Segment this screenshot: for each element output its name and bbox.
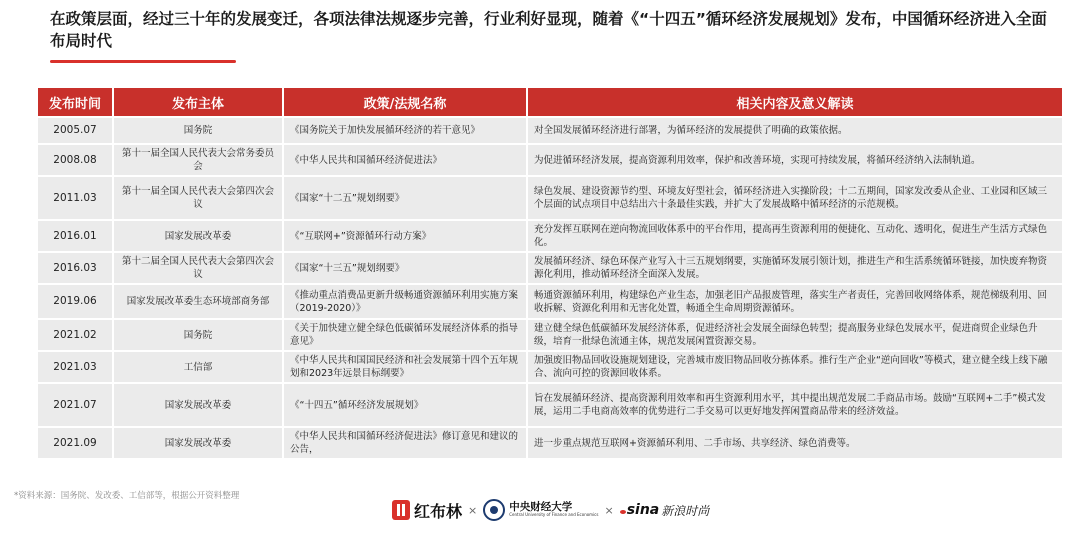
- header-description: 相关内容及意义解读: [528, 88, 1062, 116]
- cell-time: 2016.03: [38, 253, 114, 283]
- cell-time: 2021.09: [38, 428, 114, 458]
- policy-table: [38, 86, 1062, 460]
- sina-fashion-logo: [620, 502, 710, 519]
- cell-issuer: 国家发展改革委: [114, 221, 284, 251]
- cufe-name-cn: 中央财经大学: [509, 501, 573, 513]
- title-underline: [50, 60, 236, 63]
- table-row: [38, 177, 1062, 219]
- partner-logos: [392, 497, 709, 523]
- cell-issuer: 第十一届全国人民代表大会第四次会议: [114, 177, 284, 219]
- header-time: 发布时间: [38, 88, 114, 116]
- separator-times: ×: [468, 503, 478, 517]
- cell-description: 为促进循环经济发展，提高资源利用效率，保护和改善环境，实现可持续发展，将循环经济纳入法制轨道。: [528, 145, 1062, 175]
- cell-description: 旨在发展循环经济、提高资源利用效率和再生资源利用水平，其中提出规范发展二手商品市场。鼓励“互联网+二手”模式发展，运用二手电商高效率的优势进行二手交易可以更好地发挥闲置商品带来的经济效益。: [528, 384, 1062, 426]
- cell-time: 2016.01: [38, 221, 114, 251]
- cell-description: 充分发挥互联网在逆向物流回收体系中的平台作用，提高再生资源利用的便捷化、互动化、透明化，促进生产生活方式绿色化。: [528, 221, 1062, 251]
- policy-table-container: [38, 86, 1062, 460]
- cell-issuer: 国家发展改革委生态环境部商务部: [114, 285, 284, 318]
- cell-time: 2005.07: [38, 118, 114, 143]
- cell-description: 发展循环经济、绿色环保产业写入十三五规划纲要，实施循环发展引领计划，推进生产和生活系统循环链接，加快废弃物资源化利用，推动循环经济全面深入发展。: [528, 253, 1062, 283]
- cell-policy-name: 《国家“十三五”规划纲要》: [284, 253, 528, 283]
- cell-policy-name: 《中华人民共和国循环经济促进法》修订意见和建议的公告，: [284, 428, 528, 458]
- cell-description: 加强废旧物品回收设施规划建设，完善城市废旧物品回收分拣体系。推行生产企业“逆向回收”等模式，建立健全线上线下融合、流向可控的资源回收体系。: [528, 352, 1062, 382]
- source-note: *资料来源：国务院、发改委、工信部等，根据公开资料整理: [14, 491, 240, 501]
- cell-description: 对全国发展循环经济进行部署，为循环经济的发展提供了明确的政策依据。: [528, 118, 1062, 143]
- table-row: [38, 145, 1062, 175]
- hongbulin-name: 红布林: [414, 501, 463, 521]
- cell-issuer: 国务院: [114, 320, 284, 350]
- cell-policy-name: 《“十四五”循环经济发展规划》: [284, 384, 528, 426]
- sina-eye-icon: [620, 510, 626, 514]
- hongbulin-mark-icon: [392, 500, 410, 520]
- cell-description: 建立健全绿色低碳循环发展经济体系，促进经济社会发展全面绿色转型；提高服务业绿色发展水平，促进商贸企业绿色升级，培育一批绿色流通主体，规范发展闲置资源交易。: [528, 320, 1062, 350]
- header-issuer: 发布主体: [114, 88, 284, 116]
- table-row: [38, 320, 1062, 350]
- cell-policy-name: 《中华人民共和国循环经济促进法》: [284, 145, 528, 175]
- cell-description: 畅通资源循环利用，构建绿色产业生态，加强老旧产品报废管理，落实生产者责任，完善回收网络体系，规范梯级利用、回收拆解、资源化利用和无害化处置，畅通全生命周期资源循环。: [528, 285, 1062, 318]
- sina-wordmark: sina: [620, 502, 660, 518]
- cell-policy-name: 《推动重点消费品更新升级畅通资源循环利用实施方案（2019-2020）》: [284, 285, 528, 318]
- cell-issuer: 工信部: [114, 352, 284, 382]
- table-row: [38, 285, 1062, 318]
- cell-policy-name: 《“互联网+”资源循环行动方案》: [284, 221, 528, 251]
- cufe-logo: [483, 499, 598, 521]
- cell-time: 2021.07: [38, 384, 114, 426]
- cell-time: 2019.06: [38, 285, 114, 318]
- cell-time: 2021.02: [38, 320, 114, 350]
- table-row: [38, 352, 1062, 382]
- cell-issuer: 国家发展改革委: [114, 384, 284, 426]
- sina-fashion-name: 新浪时尚: [661, 503, 710, 518]
- cell-policy-name: 《中华人民共和国国民经济和社会发展第十四个五年规划和2023年远景目标纲要》: [284, 352, 528, 382]
- cell-description: 进一步重点规范互联网+资源循环利用、二手市场、共享经济、绿色消费等。: [528, 428, 1062, 458]
- hongbulin-logo: [392, 499, 462, 522]
- table-header-row: [38, 88, 1062, 116]
- table-row: [38, 253, 1062, 283]
- table-row: [38, 118, 1062, 143]
- cell-issuer: 第十二届全国人民代表大会第四次会议: [114, 253, 284, 283]
- cell-issuer: 第十一届全国人民代表大会常务委员会: [114, 145, 284, 175]
- cell-policy-name: 《关于加快建立健全绿色低碳循环发展经济体系的指导意见》: [284, 320, 528, 350]
- cell-issuer: 国家发展改革委: [114, 428, 284, 458]
- cell-time: 2021.03: [38, 352, 114, 382]
- cell-issuer: 国务院: [114, 118, 284, 143]
- cell-policy-name: 《国务院关于加快发展循环经济的若干意见》: [284, 118, 528, 143]
- cell-description: 绿色发展、建设资源节约型、环境友好型社会，循环经济进入实操阶段；十二五期间，国家发改委从企业、工业园和区域三个层面的试点项目中总结出六十条最佳实践，并扩大了发展战略中循环经济的示范规模。: [528, 177, 1062, 219]
- table-row: [38, 384, 1062, 426]
- table-row: [38, 428, 1062, 458]
- separator-times: ×: [604, 503, 614, 517]
- cufe-emblem-icon: [483, 499, 505, 521]
- cell-time: 2011.03: [38, 177, 114, 219]
- header-policy-name: 政策/法规名称: [284, 88, 528, 116]
- page-title: 在政策层面，经过三十年的发展变迁，各项法律法规逐步完善，行业利好显现，随着《“十四五”循环经济发展规划》发布，中国循环经济进入全面布局时代: [50, 10, 1047, 50]
- cell-time: 2008.08: [38, 145, 114, 175]
- cufe-name-en: Central University of Finance and Economics: [509, 512, 599, 517]
- cell-policy-name: 《国家“十二五”规划纲要》: [284, 177, 528, 219]
- table-row: [38, 221, 1062, 251]
